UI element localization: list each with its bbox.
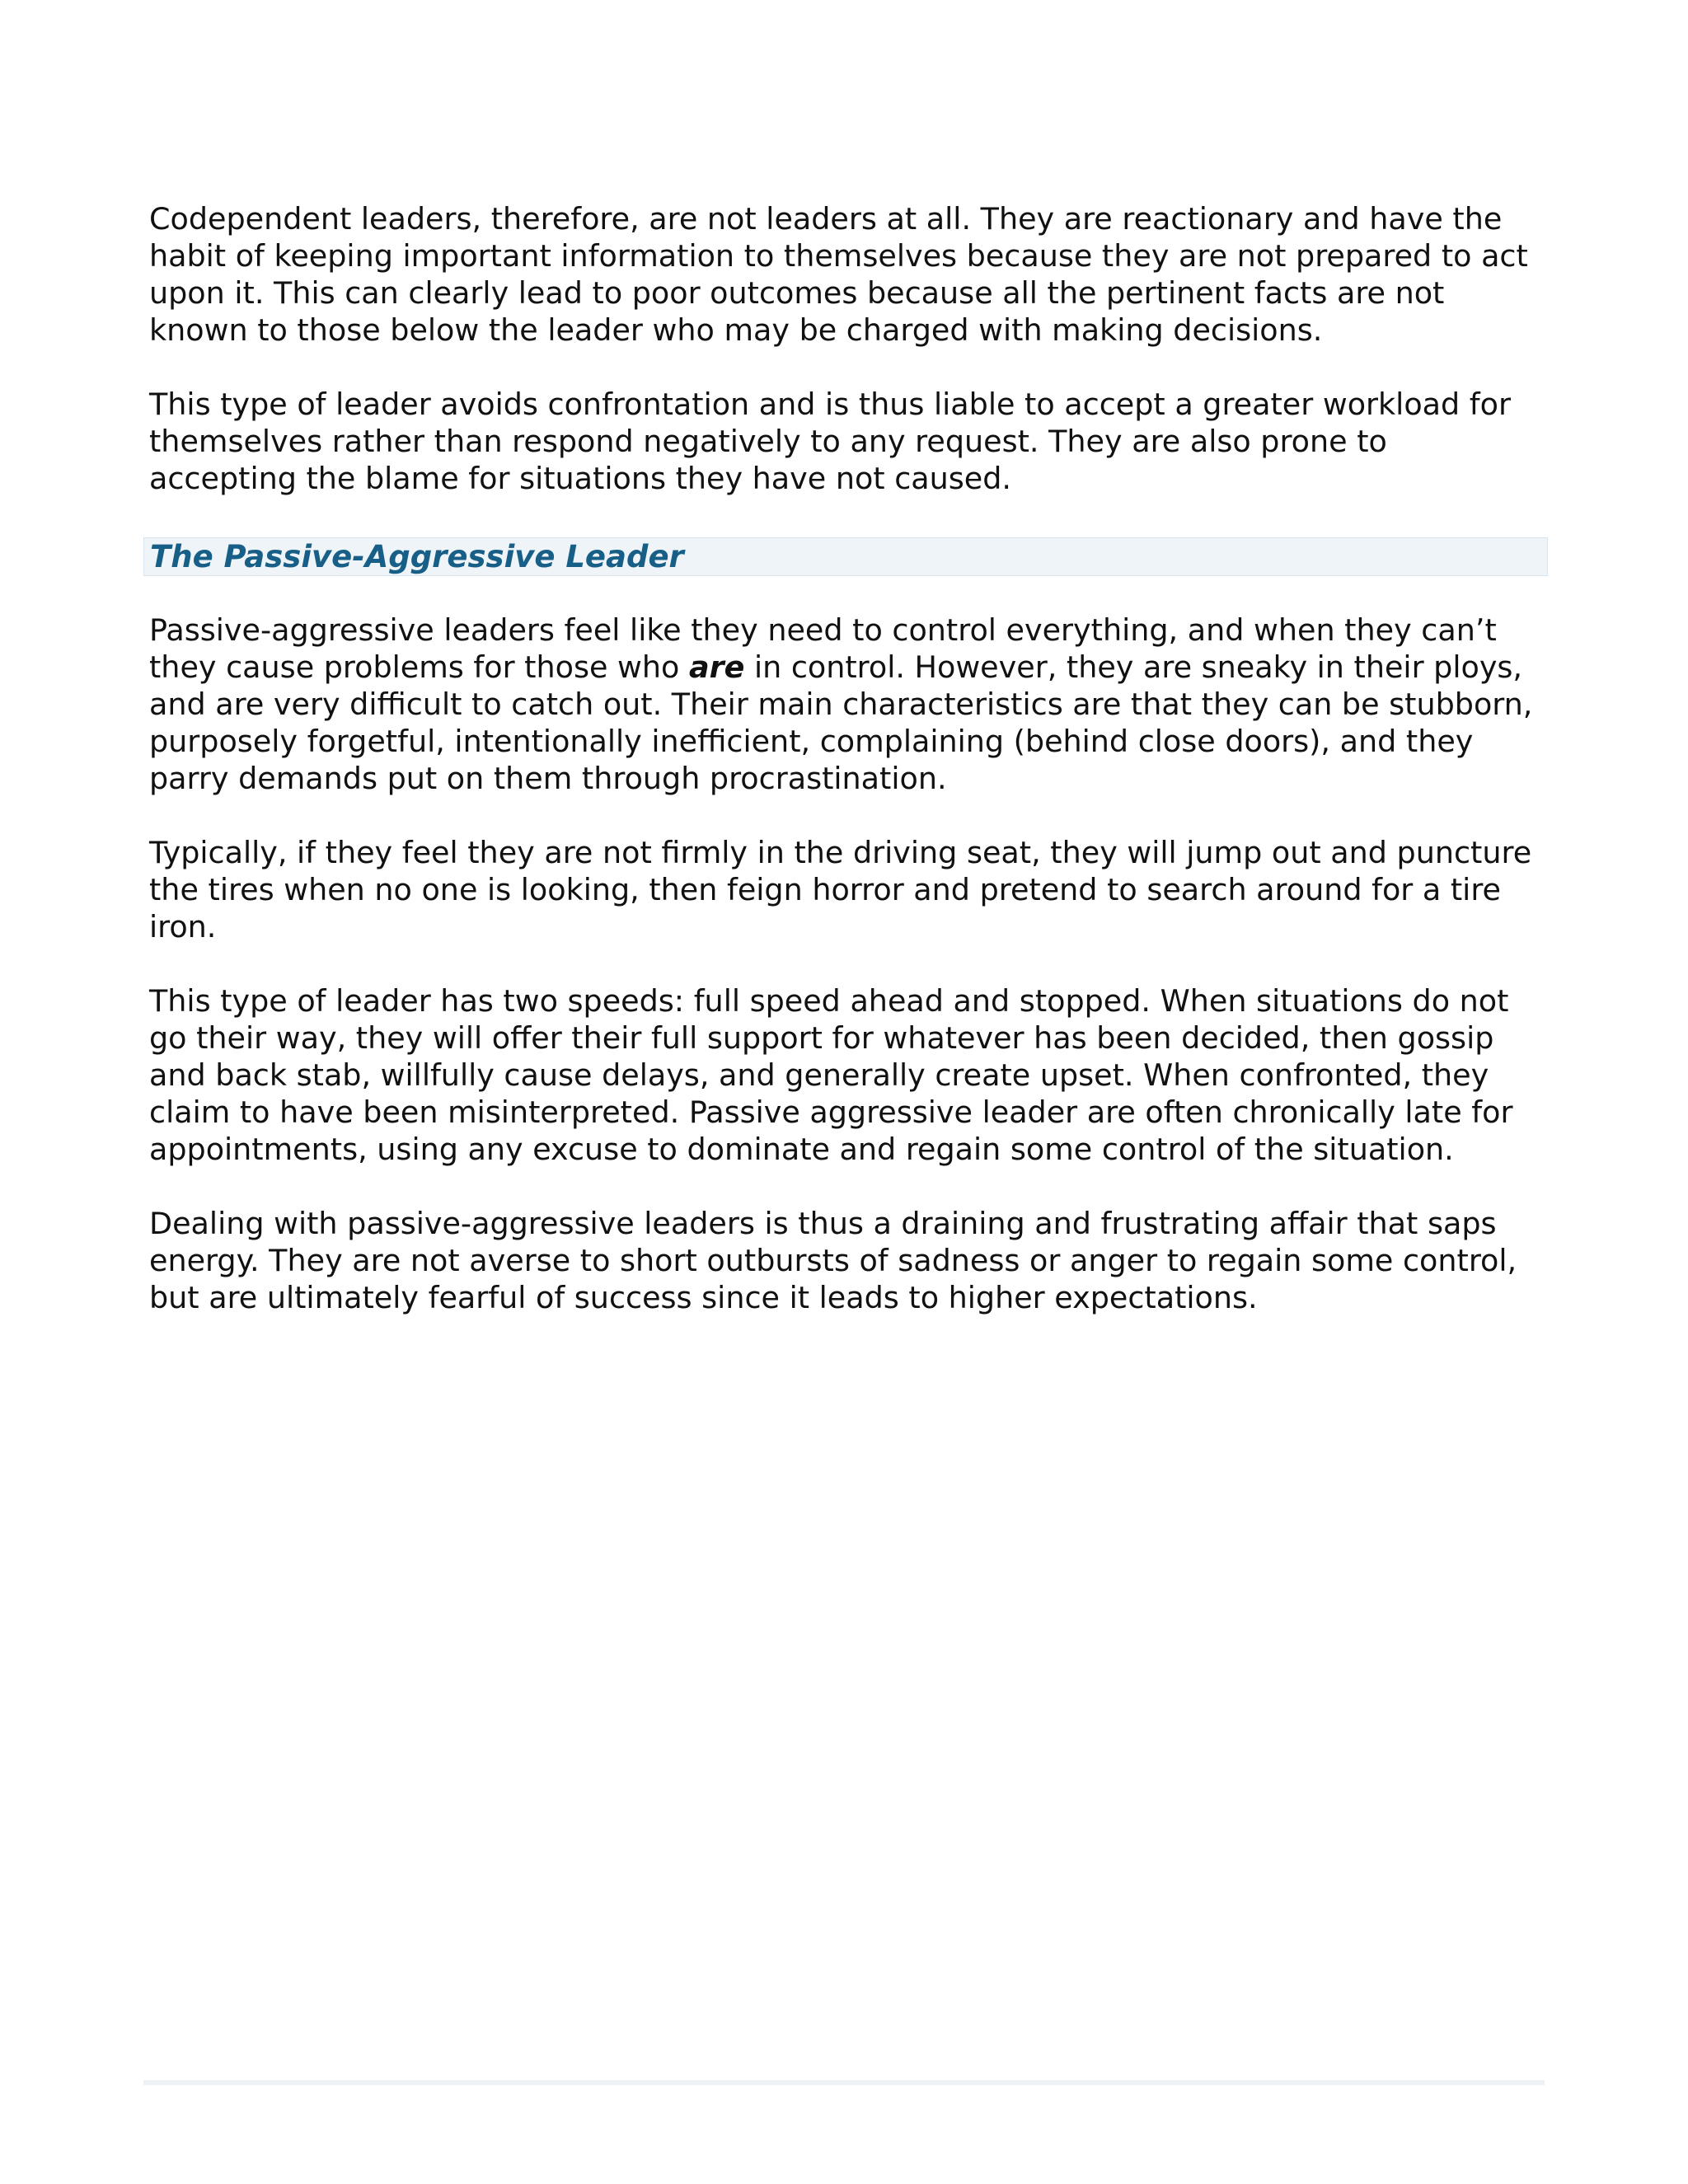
paragraph-text: Passive-aggressive leaders feel like they need to control everything, and when they can’t they cause problems for those who [149,612,1497,685]
paragraph-codependent-1: Codependent leaders, therefore, are not leaders at all. They are reactionary and have the habit of keeping important information to themselves because they are not prepared to act upon it. This can clearly lead to poor outcomes because all the pertinent facts are not known to those below the leader who may be charged with making decisions. [149,201,1528,348]
paragraph-passive-aggressive-1 [149,612,1542,797]
section-heading-box [143,537,1548,576]
page-content [149,200,1542,1353]
emphasis-text: are [688,649,745,685]
section-heading: The Passive-Aggressive Leader [150,539,684,574]
paragraph-text: in control. However, they are sneaky in their ploys, and are very difficult to catch out. Their main characteristics are that they can be stubborn, purposely forgetful, intentionally inefficient, complaining (behind close doors), and they parry demands put on them through procrastination. [149,649,1533,796]
paragraph-passive-aggressive-2: Typically, if they feel they are not firmly in the driving seat, they will jump out and puncture the tires when no one is looking, then feign horror and pretend to search around for a tire iron. [149,835,1532,944]
footer-divider [143,2080,1545,2085]
paragraph-passive-aggressive-4: Dealing with passive-aggressive leaders is thus a draining and frustrating affair that saps energy. They are not averse to short outbursts of sadness or anger to regain some control, but are ultimately fearful of success since it leads to higher expectations. [149,1206,1517,1315]
paragraph-codependent-2: This type of leader avoids confrontation and is thus liable to accept a greater workload for themselves rather than respond negatively to any request. They are also prone to accepting the blame for situations they have not caused. [149,387,1511,496]
paragraph-passive-aggressive-3: This type of leader has two speeds: full speed ahead and stopped. When situations do not go their way, they will offer their full support for whatever has been decided, then gossip and back stab, willfully cause delays, and generally create upset. When confronted, they claim to have been misinterpreted. Passive aggressive leader are often chronically late for appointments, using any excuse to dominate and regain some control of the situation. [149,983,1513,1167]
